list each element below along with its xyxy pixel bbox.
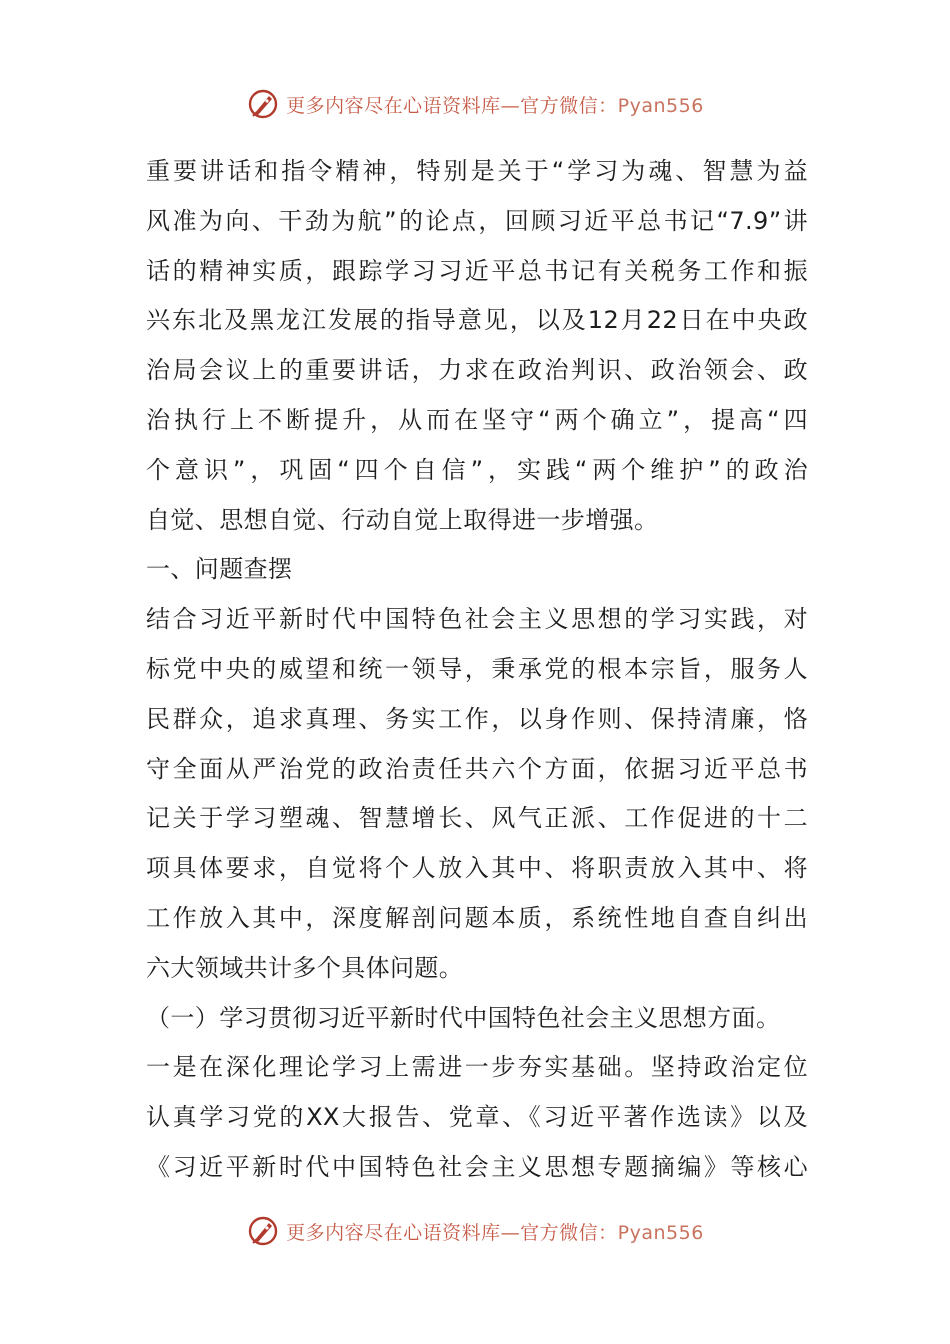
text-line: 个意识”，巩固“四个自信”，实践“两个维护”的政治 xyxy=(146,455,808,484)
text-line: 结合习近平新时代中国特色社会主义思想的学习实践，对 xyxy=(146,605,808,634)
text-line: 项具体要求，自觉将个人放入其中、将职责放入其中、将 xyxy=(146,854,808,883)
banner-text: 更多内容尽在心语资料库—官方微信：Pyan556 xyxy=(286,1221,704,1244)
footer-banner xyxy=(0,1211,950,1251)
text-line: 一是在深化理论学习上需进一步夯实基础。坚持政治定位 xyxy=(146,1053,808,1082)
subsection-heading: （一）学习贯彻习近平新时代中国特色社会主义思想方面。 xyxy=(146,1003,781,1032)
text-line: 《习近平新时代中国特色社会主义思想专题摘编》等核心 xyxy=(146,1152,808,1181)
header-banner xyxy=(0,84,950,124)
text-line: 话的精神实质，跟踪学习习近平总书记有关税务工作和振 xyxy=(146,256,808,285)
section-heading: 一、问题查摆 xyxy=(146,555,293,584)
pen-nib-logo-icon xyxy=(246,1214,280,1248)
banner-text: 更多内容尽在心语资料库—官方微信：Pyan556 xyxy=(286,94,704,117)
wechat-id: Pyan556 xyxy=(617,1221,704,1244)
text-line: 守全面从严治党的政治责任共六个方面，依据习近平总书 xyxy=(146,754,808,783)
text-line: 治执行上不断提升，从而在坚守“两个确立”，提高“四 xyxy=(146,405,808,434)
text-line: 民群众，追求真理、务实工作，以身作则、保持清廉，恪 xyxy=(146,704,808,733)
text-line: 记关于学习塑魂、智慧增长、风气正派、工作促进的十二 xyxy=(146,804,808,833)
text-line: 重要讲话和指令精神，特别是关于“学习为魂、智慧为益 xyxy=(146,157,808,185)
text-line: 兴东北及黑龙江发展的指导意见，以及12月22日在中央政 xyxy=(146,306,808,335)
text-line: 六大领域共计多个具体问题。 xyxy=(146,953,464,982)
document-body xyxy=(146,147,808,1193)
pen-nib-logo-icon xyxy=(246,87,280,121)
text-line: 自觉、思想自觉、行动自觉上取得进一步增强。 xyxy=(146,505,659,534)
text-line: 标党中央的威望和统一领导，秉承党的根本宗旨，服务人 xyxy=(146,654,808,683)
text-line: 治局会议上的重要讲话，力求在政治判识、政治领会、政 xyxy=(146,356,808,385)
wechat-id: Pyan556 xyxy=(617,94,704,117)
text-line: 工作放入其中，深度解剖问题本质，系统性地自查自纠出 xyxy=(146,903,808,932)
text-line: 认真学习党的XX大报告、党章、《习近平著作选读》以及 xyxy=(146,1103,808,1132)
text-line: 风准为向、干劲为航”的论点，回顾习近平总书记“7.9”讲 xyxy=(146,206,808,235)
